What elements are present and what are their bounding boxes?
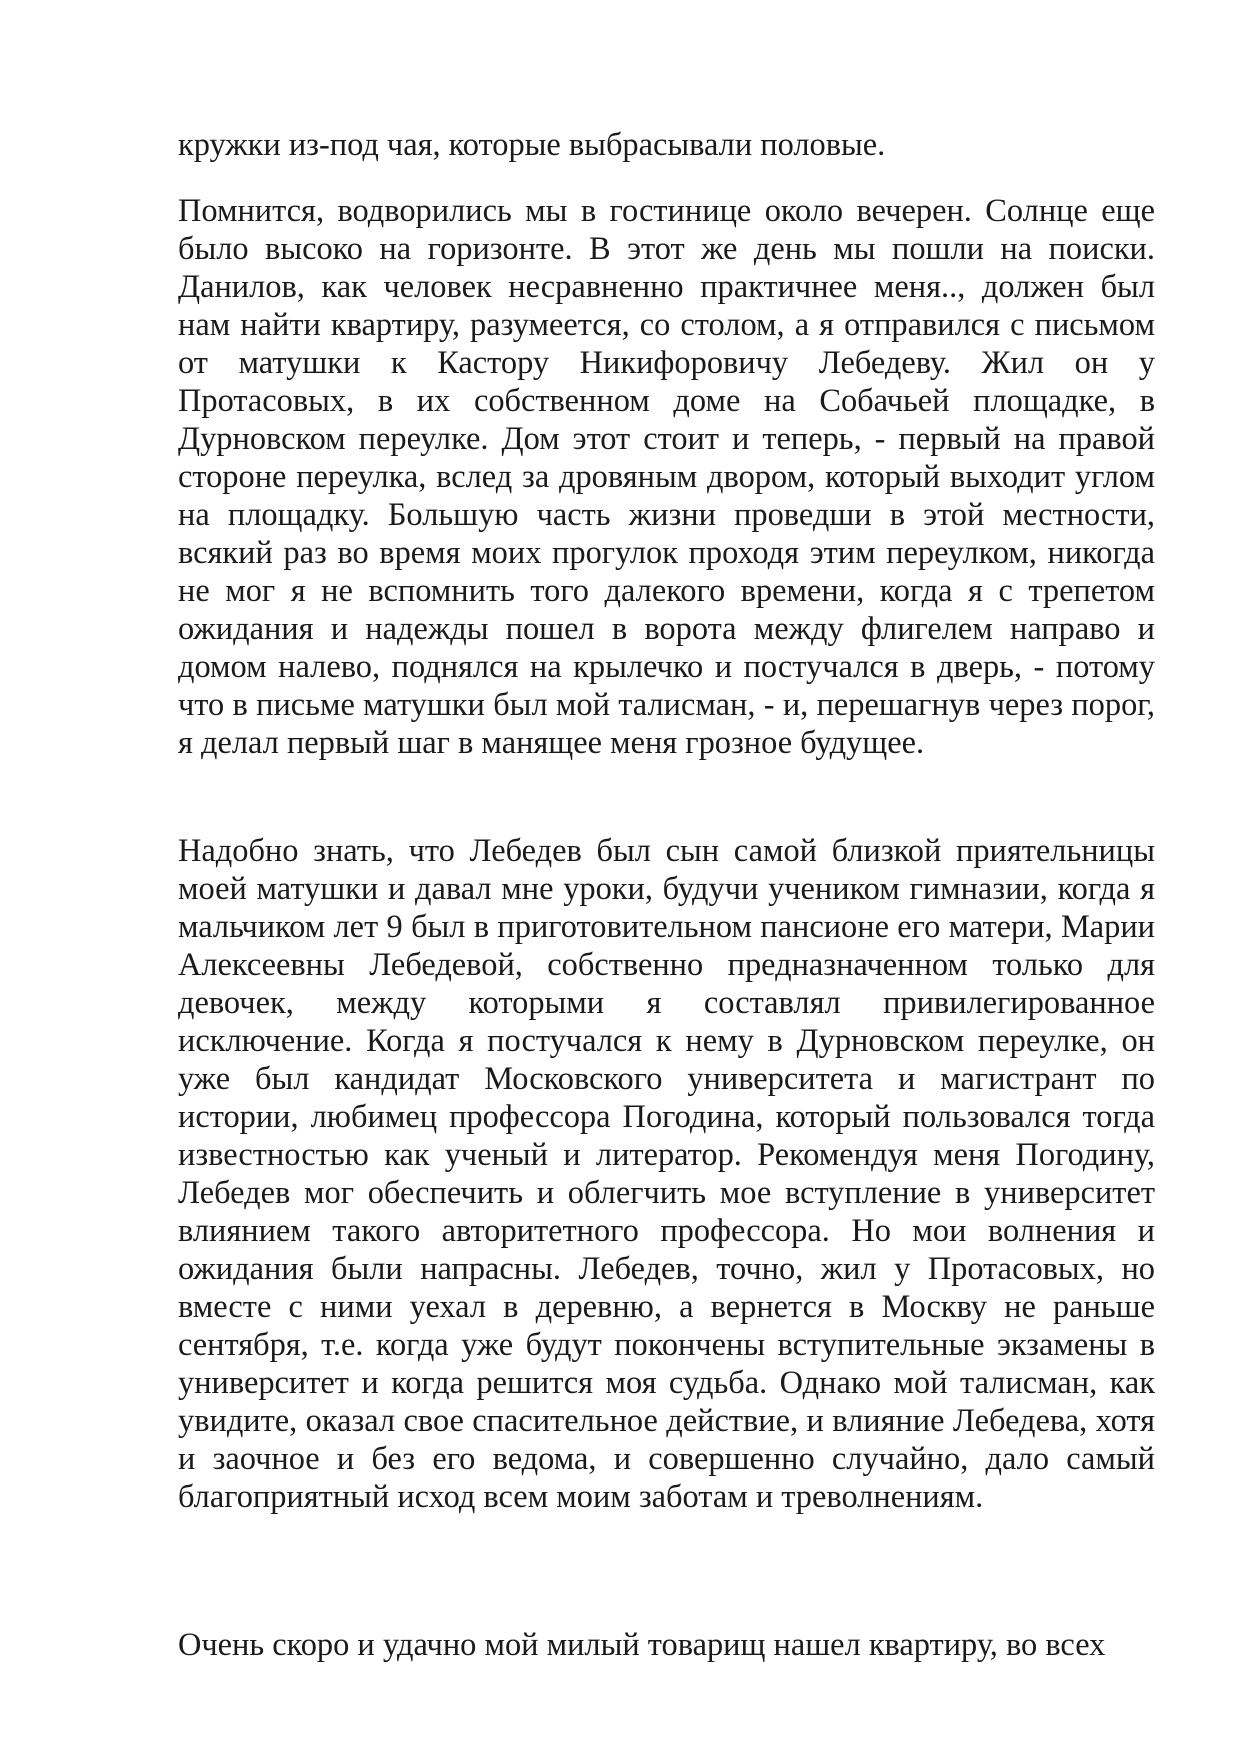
paragraph-arrival: Помнится, водворились мы в гостинице около вечерен. Солнце еще было высоко на горизонте. В этот же день мы пошли на поиски. Данилов, как человек несравненно практичнее меня.., должен был нам найти квартиру, разумеется, со столом, а я отправился с письмом от матушки к Кастору Никифоровичу Лебедеву. Жил он у Протасовых, в их собственном доме на Собачьей площадке, в Дурновском переулке. Дом этот стоит и теперь, - первый на правой стороне переулка, вслед за дровяным двором, который выходит углом на площадку. Большую часть жизни проведши в этой местности, всякий раз во время моих прогулок проходя этим переулком, никогда не мог я не вспомнить того далекого времени, когда я с трепетом ожидания и надежды пошел в ворота между флигелем направо и домом налево, поднялся на крылечко и постучался в дверь, - потому что в письме матушки был мой талисман, - и, перешагнув через порог, я делал первый шаг в манящее меня грозное будущее. xyxy=(178,193,1155,761)
paragraph-lebedev: Надобно знать, что Лебедев был сын самой близкой приятельницы моей матушки и давал мне уроки, будучи учеником гимназии, когда я мальчиком лет 9 был в приготовительном пансионе его матери, Марии Алексеевны Лебедевой, собственно предназначенном только для девочек, между которыми я составлял привилегированное исключение. Когда я постучался к нему в Дурновском переулке, он уже был кандидат Московского университета и магистрант по истории, любимец профессора Погодина, который пользовался тогда известностью как ученый и литератор. Рекомендуя меня Погодину, Лебедев мог обеспечить и облегчить мое вступление в университет влиянием такого авторитетного профессора. Но мои волнения и ожидания были напрасны. Лебедев, точно, жил у Протасовых, но вместе с ними уехал в деревню, а вернется в Москву не раньше сентября, т.е. когда уже будут покончены вступительные экзамены в университет и когда решится моя судьба. Однако мой талисман, как увидите, оказал свое спасительное действие, и влияние Лебедева, хотя и заочное и без его ведома, и совершенно случайно, дало самый благоприятный исход всем моим заботам и треволнениям. xyxy=(178,833,1155,1515)
paragraph-apartment: Очень скоро и удачно мой милый товарищ нашел квартиру, во всех xyxy=(178,1627,1106,1663)
continued-text-fragment: кружки из-под чая, которые выбрасывали половые. xyxy=(178,127,886,163)
